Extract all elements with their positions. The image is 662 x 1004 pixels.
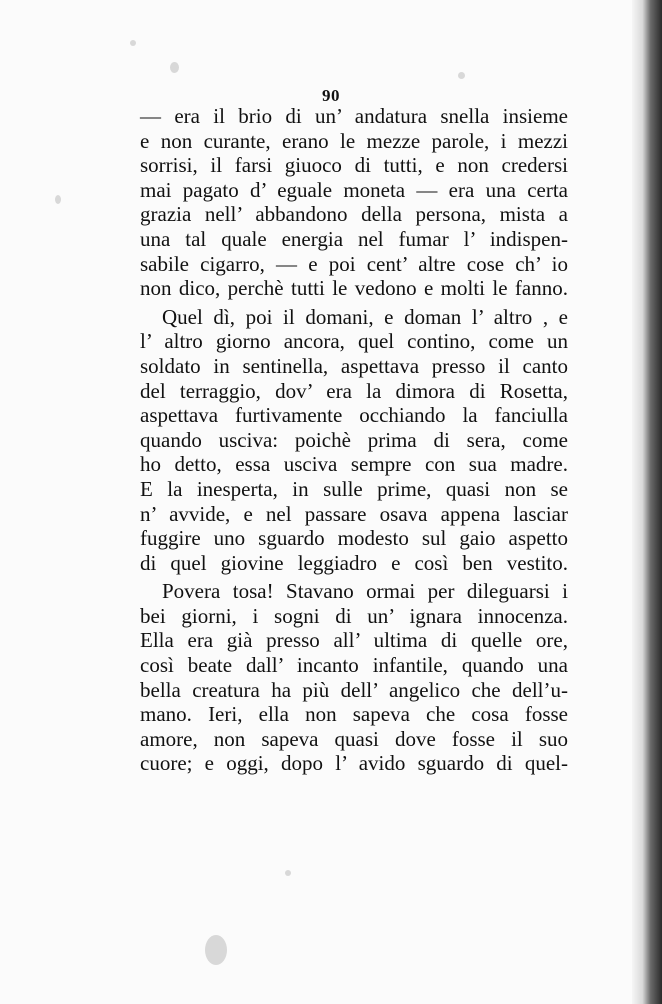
text-line: sorrisi, il farsi giuoco di tutti, e non credersi <box>140 153 568 178</box>
paper-speck <box>55 195 61 204</box>
book-spine-shadow <box>632 0 662 1004</box>
paper-speck <box>170 62 179 73</box>
page-number: 90 <box>322 86 340 105</box>
paper-speck <box>458 72 465 79</box>
text-line: mai pagato d’ eguale moneta — era una certa <box>140 177 568 202</box>
text-line: Ella era già presso all’ ultima di quelle ore, <box>140 628 568 653</box>
text-line: ho detto, essa usciva sempre con sua madre. <box>140 452 568 477</box>
text-line: mano. Ieri, ella non sapeva che cosa fosse <box>140 702 568 727</box>
text-line: sabile cigarro, — e poi cent’ altre cose ch’ io <box>140 251 568 276</box>
text-line: bei giorni, i sogni di un’ ignara innocenza. <box>140 603 568 628</box>
text-line: di quel giovine leggiadro e così ben vestito. <box>140 550 568 575</box>
text-line: e non curante, erano le mezze parole, i mezzi <box>140 128 568 153</box>
text-line: quando usciva: poichè prima di sera, come <box>140 427 568 452</box>
paper-speck <box>285 870 291 876</box>
text-line: una tal quale energia nel fumar l’ indispen- <box>140 226 568 251</box>
text-line: non dico, perchè tutti le vedono e molti le fanno. <box>140 276 568 301</box>
text-line: E la inesperta, in sulle prime, quasi non se <box>140 476 568 501</box>
body-text <box>140 104 568 776</box>
text-line: Povera tosa! Stavano ormai per dileguarsi i <box>162 579 568 604</box>
text-line: l’ altro giorno ancora, quel contino, come un <box>140 329 568 354</box>
text-line: cuore; e oggi, dopo l’ avido sguardo di quel- <box>140 751 568 776</box>
text-line: così beate dall’ incanto infantile, quando una <box>140 653 568 678</box>
paragraph <box>140 579 568 776</box>
text-line: soldato in sentinella, aspettava presso il canto <box>140 353 568 378</box>
text-line: bella creatura ha più dell’ angelico che dell’u- <box>140 677 568 702</box>
text-line: aspettava furtivamente occhiando la fanciulla <box>140 403 568 428</box>
text-line: n’ avvide, e nel passare osava appena lasciar <box>140 501 568 526</box>
text-line: fuggire uno sguardo modesto sul gaio aspetto <box>140 526 568 551</box>
text-line: amore, non sapeva quasi dove fosse il suo <box>140 726 568 751</box>
paragraph <box>140 104 568 301</box>
text-line: del terraggio, dov’ era la dimora di Rosetta, <box>140 378 568 403</box>
text-line: Quel dì, poi il domani, e doman l’ altro , e <box>162 304 568 329</box>
text-line: grazia nell’ abbandono della persona, mista a <box>140 202 568 227</box>
paper-speck <box>130 40 136 46</box>
paper-speck <box>205 935 227 965</box>
paragraph <box>140 305 568 576</box>
text-line: — era il brio di un’ andatura snella insieme <box>140 104 568 128</box>
